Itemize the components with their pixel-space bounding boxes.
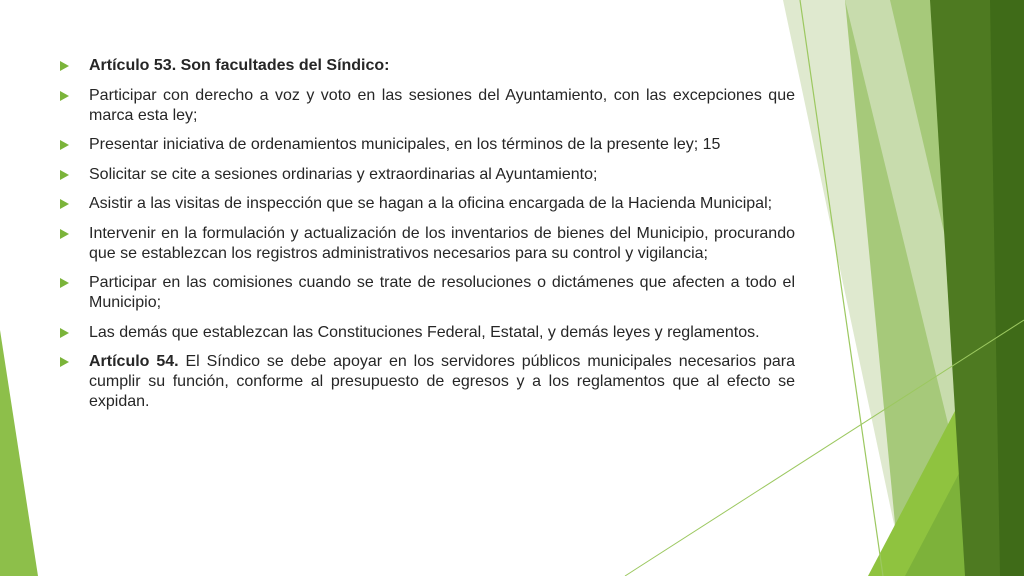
item-bold-text: Artículo 54.: [89, 353, 179, 370]
triangle-right-icon: [60, 278, 69, 288]
triangle-right-icon: [60, 199, 69, 209]
item-text: El Síndico se debe apoyar en los servidores públicos municipales necesarios para cumplir su función, conforme al presupuesto de egresos y a los reglamentos que al efecto se expidan.: [89, 353, 795, 410]
list-item: [60, 194, 795, 214]
list-item: [60, 323, 795, 343]
list-item: [60, 224, 795, 264]
item-bold-text: Artículo 53. Son facultades del Síndico:: [89, 57, 390, 74]
triangle-right-icon: [60, 140, 69, 150]
list-item: [60, 352, 795, 412]
item-text: Las demás que establezcan las Constituciones Federal, Estatal, y demás leyes y reglamentos.: [89, 323, 760, 341]
triangle-right-icon: [60, 91, 69, 101]
item-text: Asistir a las visitas de inspección que se hagan a la oficina encargada de la Hacienda Municipal;: [89, 195, 773, 212]
item-text: Participar con derecho a voz y voto en las sesiones del Ayuntamiento, con las excepciones que marca esta ley;: [89, 86, 795, 124]
list-item: [60, 273, 795, 313]
item-text: Intervenir en la formulación y actualización de los inventarios de bienes del Municipio, procurando que se establezcan los registros administrativos necesarios para su control y vigilancia;: [89, 224, 795, 262]
triangle-right-icon: [60, 61, 69, 71]
list-item: [60, 56, 795, 76]
left-green-sliver: [0, 330, 38, 576]
triangle-right-icon: [60, 357, 69, 367]
item-text: Participar en las comisiones cuando se trate de resoluciones o dictámenes que afecten a todo el Municipio;: [89, 274, 795, 311]
item-text: Presentar iniciativa de ordenamientos municipales, en los términos de la presente ley; 15: [89, 136, 721, 153]
list-item: [60, 165, 795, 185]
triangle-right-icon: [60, 170, 69, 180]
item-text: Solicitar se cite a sesiones ordinarias y extraordinarias al Ayuntamiento;: [89, 165, 598, 183]
triangle-right-icon: [60, 229, 69, 239]
list-item: [60, 135, 795, 155]
triangle-right-icon: [60, 328, 69, 338]
list-item: [60, 86, 795, 126]
bullet-list: [60, 56, 795, 422]
